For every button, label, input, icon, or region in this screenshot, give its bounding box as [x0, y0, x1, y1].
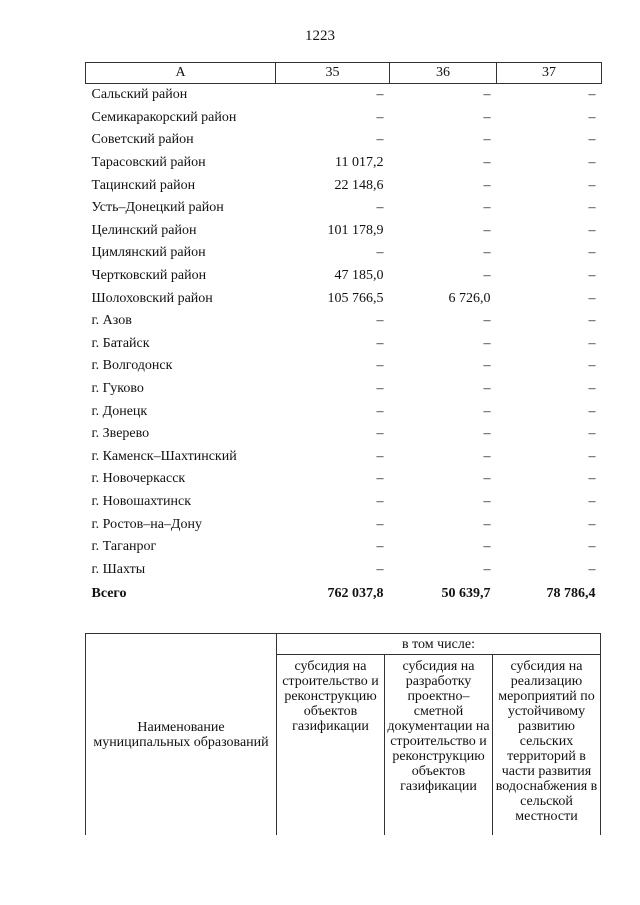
value-col-35: 105 766,5 — [327, 290, 384, 306]
value-col-35: – — [376, 539, 384, 555]
value-col-35: – — [376, 403, 384, 419]
value-col-37: – — [588, 87, 596, 103]
table-header-row — [86, 63, 602, 84]
municipality-name: Чертковский район — [91, 268, 207, 284]
gasification-subsidy-header: субсидия на строительство и реконструкцию объектов газификации — [277, 655, 385, 836]
value-col-36: 6 726,0 — [448, 290, 491, 306]
municipality-name: Всего — [91, 586, 127, 602]
table-row — [86, 84, 602, 107]
municipality-name: г. Шахты — [91, 561, 146, 577]
table-row — [86, 310, 602, 333]
municipality-name: г. Донецк — [91, 403, 148, 419]
table-row — [86, 265, 602, 288]
table-row — [86, 513, 602, 536]
municipality-name: г. Зверево — [91, 426, 150, 442]
value-col-37: – — [588, 516, 596, 532]
value-col-37: 78 786,4 — [546, 586, 596, 602]
table-row — [86, 152, 602, 175]
value-col-36: 50 639,7 — [441, 586, 491, 602]
including-header: в том числе: — [277, 634, 601, 655]
value-col-35: 101 178,9 — [327, 222, 384, 238]
value-col-37: – — [588, 177, 596, 193]
table-row — [86, 446, 602, 469]
header-col-37: 37 — [497, 63, 602, 84]
header-col-35: 35 — [276, 63, 390, 84]
value-col-37: – — [588, 109, 596, 125]
value-col-37: – — [588, 313, 596, 329]
municipality-name: Шолоховский район — [91, 290, 213, 306]
value-col-36: – — [483, 200, 491, 216]
value-col-36: – — [483, 358, 491, 374]
table-row — [86, 242, 602, 265]
table-row — [86, 107, 602, 130]
table-row — [86, 333, 602, 356]
value-col-37: – — [588, 335, 596, 351]
value-col-36: – — [483, 109, 491, 125]
table-row — [86, 197, 602, 220]
table-row — [86, 536, 602, 559]
value-col-35: – — [376, 245, 384, 261]
value-col-37: – — [588, 448, 596, 464]
value-col-37: – — [588, 426, 596, 442]
column-headers-table — [85, 633, 601, 835]
total-row — [86, 581, 602, 606]
municipality-name: г. Новочеркасск — [91, 471, 186, 487]
value-col-35: 11 017,2 — [335, 155, 384, 171]
value-col-37: – — [588, 539, 596, 555]
value-col-35: – — [376, 109, 384, 125]
table-row — [86, 558, 602, 581]
value-col-36: – — [483, 493, 491, 509]
value-col-37: – — [588, 268, 596, 284]
value-col-37: – — [588, 493, 596, 509]
value-col-36: – — [483, 222, 491, 238]
table-row — [86, 400, 602, 423]
municipality-name: Советский район — [91, 132, 194, 148]
value-col-36: – — [483, 448, 491, 464]
value-col-37: – — [588, 222, 596, 238]
table-body — [86, 84, 602, 606]
value-col-35: 47 185,0 — [334, 268, 384, 284]
value-col-35: – — [376, 381, 384, 397]
table-row — [86, 129, 602, 152]
value-col-35: – — [376, 313, 384, 329]
table-row — [86, 220, 602, 243]
table-row — [86, 423, 602, 446]
value-col-35: – — [376, 426, 384, 442]
value-col-35: 22 148,6 — [334, 177, 384, 193]
table-row — [86, 174, 602, 197]
value-col-35: – — [376, 200, 384, 216]
value-col-35: 762 037,8 — [327, 586, 384, 602]
page-number: 1223 — [305, 28, 335, 44]
design-docs-subsidy-header: субсидия на разработку проектно–сметной документации на строительство и реконструкцию объектов газификации — [385, 655, 493, 836]
value-col-37: – — [588, 155, 596, 171]
value-col-35: – — [376, 87, 384, 103]
value-col-37: – — [588, 381, 596, 397]
value-col-36: – — [483, 471, 491, 487]
water-supply-subsidy-header: субсидия на реализацию мероприятий по устойчивому развитию сельских территорий в части развития водоснабжения в сельской местности — [493, 655, 601, 836]
municipality-name: Семикаракорский район — [91, 109, 237, 125]
municipality-name: Целинский район — [91, 222, 197, 238]
municipality-name: г. Гуково — [91, 381, 144, 397]
value-col-35: – — [376, 358, 384, 374]
value-col-36: – — [483, 313, 491, 329]
value-col-35: – — [376, 448, 384, 464]
table-row — [86, 491, 602, 514]
municipality-name: Тарасовский район — [91, 155, 206, 171]
value-col-36: – — [483, 87, 491, 103]
value-col-35: – — [376, 561, 384, 577]
value-col-36: – — [483, 132, 491, 148]
header-col-36: 36 — [390, 63, 497, 84]
value-col-36: – — [483, 539, 491, 555]
value-col-37: – — [588, 403, 596, 419]
municipality-name-header: Наименование муниципальных образований — [86, 634, 277, 836]
value-col-35: – — [376, 516, 384, 532]
municipality-name: Усть–Донецкий район — [91, 200, 224, 216]
value-col-35: – — [376, 132, 384, 148]
value-col-37: – — [588, 200, 596, 216]
municipality-name: г. Таганрог — [91, 539, 157, 555]
value-col-37: – — [588, 245, 596, 261]
value-col-35: – — [376, 493, 384, 509]
subsidy-table — [85, 62, 602, 606]
value-col-36: – — [483, 335, 491, 351]
value-col-37: – — [588, 471, 596, 487]
value-col-36: – — [483, 516, 491, 532]
value-col-36: – — [483, 245, 491, 261]
value-col-36: – — [483, 381, 491, 397]
value-col-36: – — [483, 268, 491, 284]
value-col-37: – — [588, 132, 596, 148]
municipality-name: г. Каменск–Шахтинский — [91, 448, 237, 464]
municipality-name: г. Азов — [91, 313, 132, 329]
value-col-37: – — [588, 561, 596, 577]
value-col-35: – — [376, 471, 384, 487]
header-col-a: А — [86, 63, 276, 84]
municipality-name: Сальский район — [91, 87, 188, 103]
value-col-36: – — [483, 426, 491, 442]
value-col-36: – — [483, 403, 491, 419]
value-col-37: – — [588, 358, 596, 374]
table-row — [86, 468, 602, 491]
value-col-37: – — [588, 290, 596, 306]
value-col-36: – — [483, 177, 491, 193]
municipality-name: Цимлянский район — [91, 245, 206, 261]
municipality-name: г. Новошахтинск — [91, 493, 192, 509]
table-row — [86, 287, 602, 310]
table-row — [86, 378, 602, 401]
municipality-name: г. Ростов–на–Дону — [91, 516, 202, 532]
value-col-36: – — [483, 155, 491, 171]
value-col-35: – — [376, 335, 384, 351]
table-row — [86, 355, 602, 378]
municipality-name: Тацинский район — [91, 177, 196, 193]
municipality-name: г. Волгодонск — [91, 358, 173, 374]
value-col-36: – — [483, 561, 491, 577]
municipality-name: г. Батайск — [91, 335, 150, 351]
